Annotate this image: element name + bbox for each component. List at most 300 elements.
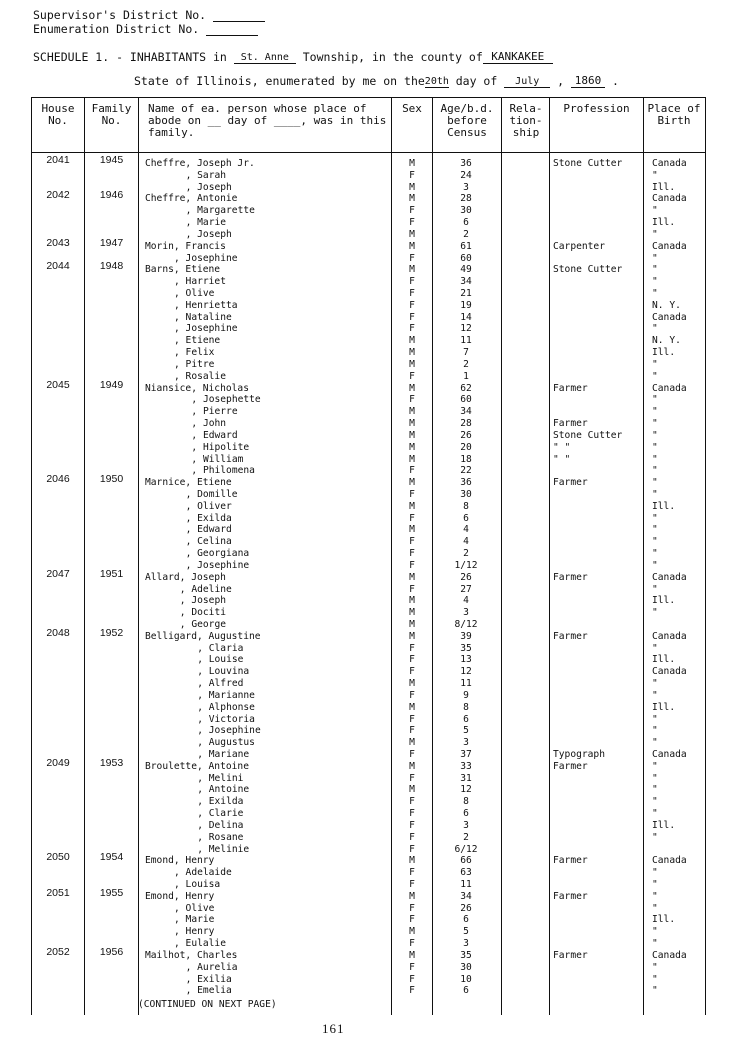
cell-birth: ": [652, 488, 658, 500]
day-value: 20th: [424, 76, 449, 87]
cell-name: Emond, Henry: [145, 855, 215, 867]
cell-sex: F: [409, 973, 415, 985]
cell-birth: Canada: [652, 193, 687, 205]
cell-age: 66: [460, 855, 472, 867]
cell-age: 3: [463, 737, 469, 749]
col-header-name: Name of ea. person whose place of abode on __ day of ____, was in this family.: [148, 102, 387, 139]
cell-birth: ": [652, 831, 658, 843]
comma: ,: [557, 74, 565, 88]
cell-age: 6: [463, 808, 469, 820]
cell-profession: Farmer: [553, 477, 588, 489]
cell-name: Emond, Henry: [145, 890, 215, 902]
cell-birth: ": [652, 867, 658, 879]
cell-house: 2044: [46, 260, 70, 273]
cell-house: 2046: [46, 473, 70, 486]
cell-age: 27: [460, 583, 472, 595]
cell-age: 37: [460, 749, 472, 760]
cell-age: 6: [463, 512, 469, 524]
cell-sex: F: [409, 654, 415, 666]
cell-profession: Stone Cutter: [553, 429, 623, 441]
cell-age: 22: [460, 465, 472, 477]
cell-family: 1949: [99, 378, 124, 391]
col-border: [549, 97, 550, 1015]
cell-age: 60: [460, 394, 472, 406]
cell-birth: Ill.: [652, 914, 676, 926]
cell-age: 31: [460, 772, 472, 784]
cell-name: Morin, Francis: [145, 240, 226, 252]
cell-sex: F: [409, 843, 415, 855]
cell-age: 3: [463, 607, 469, 619]
cell-profession: Carpenter: [553, 240, 605, 252]
cell-name: , Domille: [185, 488, 238, 500]
cell-age: 60: [460, 252, 472, 264]
cell-family: 1955: [99, 886, 124, 899]
cell-name: , Delina: [197, 819, 244, 831]
cell-age: 2: [463, 548, 469, 560]
cell-age: 26: [460, 571, 472, 583]
cell-sex: M: [409, 429, 415, 441]
cell-birth: ": [652, 228, 658, 240]
cell-sex: M: [409, 926, 415, 938]
cell-sex: M: [409, 228, 415, 240]
cell-age: 18: [460, 453, 472, 465]
cell-sex: F: [409, 548, 415, 560]
cell-name: , Claria: [197, 642, 244, 654]
cell-profession: Typograph: [553, 749, 605, 760]
cell-name: Cheffre, Joseph Jr.: [145, 158, 255, 169]
cell-name: , Pitre: [174, 358, 215, 370]
cell-age: 2: [463, 358, 469, 370]
cell-birth: Ill.: [652, 500, 676, 512]
cell-age: 14: [460, 311, 472, 323]
cell-sex: F: [409, 512, 415, 524]
cell-name: Broulette, Antoine: [145, 760, 249, 772]
cell-birth: ": [652, 973, 658, 985]
cell-age: 8: [463, 701, 469, 713]
cell-name: , Louvina: [197, 666, 250, 678]
cell-profession: Farmer: [553, 382, 588, 394]
cell-sex: M: [409, 524, 415, 536]
col-header-family: Family No.: [91, 102, 132, 127]
cell-name: , Dociti: [179, 607, 227, 619]
cell-family: 1951: [99, 567, 124, 580]
cell-sex: F: [409, 985, 415, 997]
col-header-relationship: Rela- tion- ship: [509, 102, 543, 139]
cell-name: , Etiene: [174, 335, 221, 347]
cell-sex: F: [409, 252, 415, 264]
cell-birth: Canada: [652, 382, 687, 394]
cell-sex: F: [409, 169, 415, 181]
cell-birth: ": [652, 276, 658, 288]
cell-age: 8/12: [454, 618, 478, 630]
cell-sex: M: [409, 678, 415, 690]
cell-birth: ": [652, 607, 658, 619]
cell-house: 2045: [46, 378, 70, 391]
cell-sex: M: [409, 890, 415, 902]
cell-name: , Exilda: [185, 512, 232, 524]
supervisor-district-line: [33, 8, 265, 22]
cell-sex: M: [409, 181, 415, 193]
cell-sex: F: [409, 961, 415, 973]
cell-sex: M: [409, 335, 415, 347]
supervisor-district-label: Supervisor's District No.: [33, 8, 207, 22]
cell-age: 36: [460, 158, 472, 169]
cell-sex: F: [409, 879, 415, 891]
cell-age: 24: [460, 169, 472, 181]
cell-name: , Georgiana: [185, 548, 250, 560]
cell-birth: ": [652, 737, 658, 749]
cell-age: 11: [460, 335, 472, 347]
cell-profession: " ": [553, 453, 571, 465]
cell-birth: Ill.: [652, 217, 676, 229]
page-number: 161: [322, 1021, 345, 1036]
cell-birth: ": [652, 358, 658, 370]
cell-sex: F: [409, 914, 415, 926]
cell-name: , Adelaide: [174, 867, 232, 879]
cell-name: Allard, Joseph: [145, 571, 226, 583]
cell-age: 3: [463, 819, 469, 831]
cell-birth: N. Y.: [652, 299, 681, 311]
cell-birth: ": [652, 169, 658, 181]
cell-age: 4: [463, 536, 469, 548]
cell-sex: M: [409, 418, 415, 430]
col-border: [31, 97, 32, 1015]
cell-house: 2043: [46, 236, 70, 249]
cell-birth: ": [652, 938, 658, 950]
cell-birth: Canada: [652, 630, 687, 642]
cell-house: 2052: [46, 945, 70, 958]
cell-house: 2041: [46, 154, 70, 166]
cell-name: , Philomena: [191, 465, 255, 477]
col-header-profession: Profession: [563, 102, 630, 115]
cell-birth: Canada: [652, 949, 687, 961]
cell-birth: ": [652, 477, 658, 489]
cell-birth: ": [652, 725, 658, 737]
cell-age: 8: [463, 796, 469, 808]
cell-age: 30: [460, 205, 472, 217]
cell-sex: F: [409, 276, 415, 288]
col-header-sex: Sex: [402, 102, 422, 115]
col-border: [643, 97, 644, 1015]
cell-birth: ": [652, 512, 658, 524]
cell-name: , Celina: [185, 536, 232, 548]
col-header-house: House No.: [41, 102, 75, 127]
cell-sex: M: [409, 760, 415, 772]
cell-name: , Olive: [174, 902, 215, 914]
cell-sex: M: [409, 595, 415, 607]
cell-age: 6: [463, 713, 469, 725]
cell-name: , Edward: [191, 429, 238, 441]
cell-name: , Josephette: [191, 394, 261, 406]
table-header-border: [31, 152, 705, 153]
cell-sex: F: [409, 559, 415, 571]
cell-profession: Farmer: [553, 760, 588, 772]
cell-age: 28: [460, 193, 472, 205]
period: .: [611, 74, 619, 88]
cell-age: 11: [460, 678, 472, 690]
cell-age: 1/12: [454, 559, 478, 571]
cell-birth: ": [652, 406, 658, 418]
cell-sex: F: [409, 465, 415, 477]
cell-birth: ": [652, 205, 658, 217]
cell-birth: Canada: [652, 855, 687, 867]
cell-birth: ": [652, 252, 658, 264]
cell-name: , Louise: [197, 654, 244, 666]
cell-name: , Joseph: [185, 228, 232, 240]
cell-age: 6: [463, 217, 469, 229]
cell-birth: ": [652, 418, 658, 430]
col-header-age: Age/b.d. before Census: [440, 102, 494, 139]
cell-family: 1953: [99, 756, 124, 769]
cell-name: , Emelia: [185, 985, 232, 997]
cell-name: , Joseph: [185, 181, 232, 193]
cell-name: , Felix: [174, 347, 215, 359]
cell-sex: F: [409, 217, 415, 229]
cell-birth: ": [652, 879, 658, 891]
cell-name: Barns, Etiene: [145, 264, 221, 276]
cell-profession: Farmer: [553, 949, 588, 961]
cell-sex: M: [409, 240, 415, 252]
cell-age: 7: [463, 347, 469, 359]
cell-sex: M: [409, 855, 415, 867]
cell-age: 20: [460, 441, 472, 453]
cell-name: , Exilia: [185, 973, 232, 985]
cell-birth: ": [652, 784, 658, 796]
cell-birth: ": [652, 890, 658, 902]
col-header-birth: Place of Birth: [647, 102, 701, 127]
cell-age: 36: [460, 477, 472, 489]
cell-sex: M: [409, 571, 415, 583]
cell-name: , John: [191, 418, 227, 430]
cell-age: 6: [463, 985, 469, 997]
state-prefix: State of Illinois, enumerated by me on the: [134, 74, 425, 88]
cell-age: 8: [463, 500, 469, 512]
cell-birth: ": [652, 429, 658, 441]
cell-profession: Stone Cutter: [553, 264, 623, 276]
cell-birth: Canada: [652, 666, 687, 678]
cell-house: 2042: [46, 189, 70, 202]
cell-sex: F: [409, 725, 415, 737]
cell-birth: ": [652, 548, 658, 560]
col-border: [501, 97, 502, 1015]
cell-name: , Oliver: [185, 500, 232, 512]
cell-birth: ": [652, 559, 658, 571]
cell-birth: ": [652, 760, 658, 772]
cell-sex: M: [409, 358, 415, 370]
cell-birth: Ill.: [652, 819, 676, 831]
cell-birth: ": [652, 772, 658, 784]
cell-age: 21: [460, 288, 472, 300]
cell-sex: F: [409, 902, 415, 914]
cell-name: , Rosane: [197, 831, 244, 843]
township-value: St. Anne: [234, 52, 296, 64]
cell-name: , Adeline: [179, 583, 232, 595]
cell-sex: M: [409, 264, 415, 276]
township-suffix: Township, in the county of: [302, 50, 483, 64]
cell-house: 2050: [46, 851, 70, 864]
cell-house: 2051: [46, 886, 70, 899]
cell-age: 33: [460, 760, 472, 772]
cell-sex: F: [409, 488, 415, 500]
cell-age: 34: [460, 890, 472, 902]
cell-name: , Joseph: [179, 595, 227, 607]
cell-birth: ": [652, 288, 658, 300]
cell-name: , Marianne: [197, 689, 255, 701]
cell-name: , Josephine: [174, 252, 238, 264]
cell-age: 10: [460, 973, 472, 985]
cell-sex: F: [409, 713, 415, 725]
cell-name: , Hipolite: [191, 441, 250, 453]
cell-family: 1954: [99, 851, 124, 864]
cell-sex: F: [409, 311, 415, 323]
cell-sex: F: [409, 642, 415, 654]
cell-birth: Canada: [652, 749, 687, 760]
cell-birth: Ill.: [652, 654, 676, 666]
cell-name: , Melini: [197, 772, 244, 784]
cell-birth: ": [652, 394, 658, 406]
cell-sex: M: [409, 784, 415, 796]
col-border: [84, 97, 85, 1015]
cell-name: , Olive: [174, 288, 215, 300]
cell-age: 5: [463, 926, 469, 938]
cell-sex: F: [409, 666, 415, 678]
cell-sex: F: [409, 831, 415, 843]
cell-sex: F: [409, 299, 415, 311]
cell-age: 6/12: [454, 843, 478, 855]
cell-birth: ": [652, 441, 658, 453]
cell-age: 2: [463, 228, 469, 240]
cell-age: 63: [460, 867, 472, 879]
schedule-prefix: SCHEDULE 1. - INHABITANTS in: [33, 50, 227, 64]
cell-profession: Farmer: [553, 890, 588, 902]
cell-sex: F: [409, 819, 415, 831]
cell-age: 12: [460, 666, 472, 678]
cell-age: 12: [460, 323, 472, 335]
cell-sex: F: [409, 370, 415, 382]
cell-name: Niansice, Nicholas: [145, 382, 249, 394]
cell-age: 30: [460, 961, 472, 973]
cell-birth: ": [652, 961, 658, 973]
cell-age: 35: [460, 949, 472, 961]
cell-name: , Harriet: [174, 276, 226, 288]
cell-sex: F: [409, 323, 415, 335]
cell-name: , Victoria: [197, 713, 255, 725]
cell-birth: Ill.: [652, 595, 676, 607]
cell-sex: F: [409, 938, 415, 950]
cell-birth: Canada: [652, 158, 687, 169]
cell-family: 1946: [99, 189, 124, 202]
cell-family: 1947: [99, 236, 124, 249]
cell-sex: F: [409, 772, 415, 784]
cell-name: , Pierre: [191, 406, 238, 418]
cell-age: 28: [460, 418, 472, 430]
cell-profession: " ": [553, 441, 571, 453]
cell-birth: ": [652, 323, 658, 335]
cell-birth: Ill.: [652, 701, 676, 713]
cell-name: Belligard, Augustine: [145, 630, 261, 642]
cell-name: , Josephine: [185, 559, 250, 571]
cell-age: 19: [460, 299, 472, 311]
enumeration-district-blank: [206, 24, 258, 36]
cell-name: , Mariane: [197, 749, 250, 760]
cell-birth: ": [652, 264, 658, 276]
cell-name: , Henry: [174, 926, 215, 938]
cell-name: , Melinie: [197, 843, 250, 855]
cell-sex: M: [409, 347, 415, 359]
cell-age: 5: [463, 725, 469, 737]
cell-name: Cheffre, Antonie: [145, 193, 238, 205]
cell-name: , Rosalie: [174, 370, 226, 382]
cell-name: , Marie: [185, 217, 227, 229]
cell-family: 1952: [99, 626, 124, 639]
cell-birth: ": [652, 465, 658, 477]
cell-sex: M: [409, 701, 415, 713]
cell-name: , Clarie: [197, 808, 244, 820]
cell-house: 2047: [46, 567, 70, 580]
cell-name: , Antoine: [197, 784, 250, 796]
cell-birth: ": [652, 536, 658, 548]
cell-sex: M: [409, 630, 415, 642]
cell-profession: Stone Cutter: [553, 158, 623, 169]
cell-birth: Canada: [652, 240, 687, 252]
cell-family: 1956: [99, 945, 124, 958]
cell-sex: F: [409, 867, 415, 879]
cell-name: , Alphonse: [197, 701, 255, 713]
cell-profession: Farmer: [553, 630, 588, 642]
cell-birth: Canada: [652, 571, 687, 583]
cell-age: 13: [460, 654, 472, 666]
cell-age: 30: [460, 488, 472, 500]
cell-name: , Eulalie: [174, 938, 226, 950]
cell-house: 2049: [46, 756, 70, 769]
cell-sex: M: [409, 158, 415, 169]
cell-sex: M: [409, 382, 415, 394]
cell-age: 3: [463, 938, 469, 950]
cell-birth: ": [652, 678, 658, 690]
cell-sex: M: [409, 477, 415, 489]
cell-family: 1950: [99, 473, 124, 486]
cell-name: , Nataline: [174, 311, 232, 323]
cell-sex: F: [409, 205, 415, 217]
cell-name: , Aurelia: [185, 961, 238, 973]
cell-sex: F: [409, 749, 415, 760]
supervisor-district-blank: [213, 10, 265, 22]
cell-profession: Farmer: [553, 855, 588, 867]
enumeration-district-label: Enumeration District No.: [33, 22, 200, 36]
cell-birth: Canada: [652, 311, 687, 323]
cell-profession: Farmer: [553, 571, 588, 583]
cell-age: 1: [463, 370, 469, 382]
year-value: 1860: [571, 74, 605, 88]
cell-age: 26: [460, 429, 472, 441]
cell-age: 9: [463, 689, 469, 701]
cell-sex: M: [409, 500, 415, 512]
cell-age: 6: [463, 914, 469, 926]
cell-birth: N. Y.: [652, 335, 681, 347]
cell-name: , George: [179, 618, 227, 630]
cell-name: , Margarette: [185, 205, 255, 217]
cell-birth: ": [652, 370, 658, 382]
cell-birth: Ill.: [652, 347, 676, 359]
cell-age: 35: [460, 642, 472, 654]
cell-birth: ": [652, 926, 658, 938]
cell-birth: ": [652, 689, 658, 701]
continued-note: (CONTINUED ON NEXT PAGE): [138, 999, 277, 1010]
cell-profession: Farmer: [553, 418, 588, 430]
cell-name: , Louisa: [174, 879, 221, 891]
cell-name: , Josephine: [174, 323, 238, 335]
cell-sex: M: [409, 406, 415, 418]
